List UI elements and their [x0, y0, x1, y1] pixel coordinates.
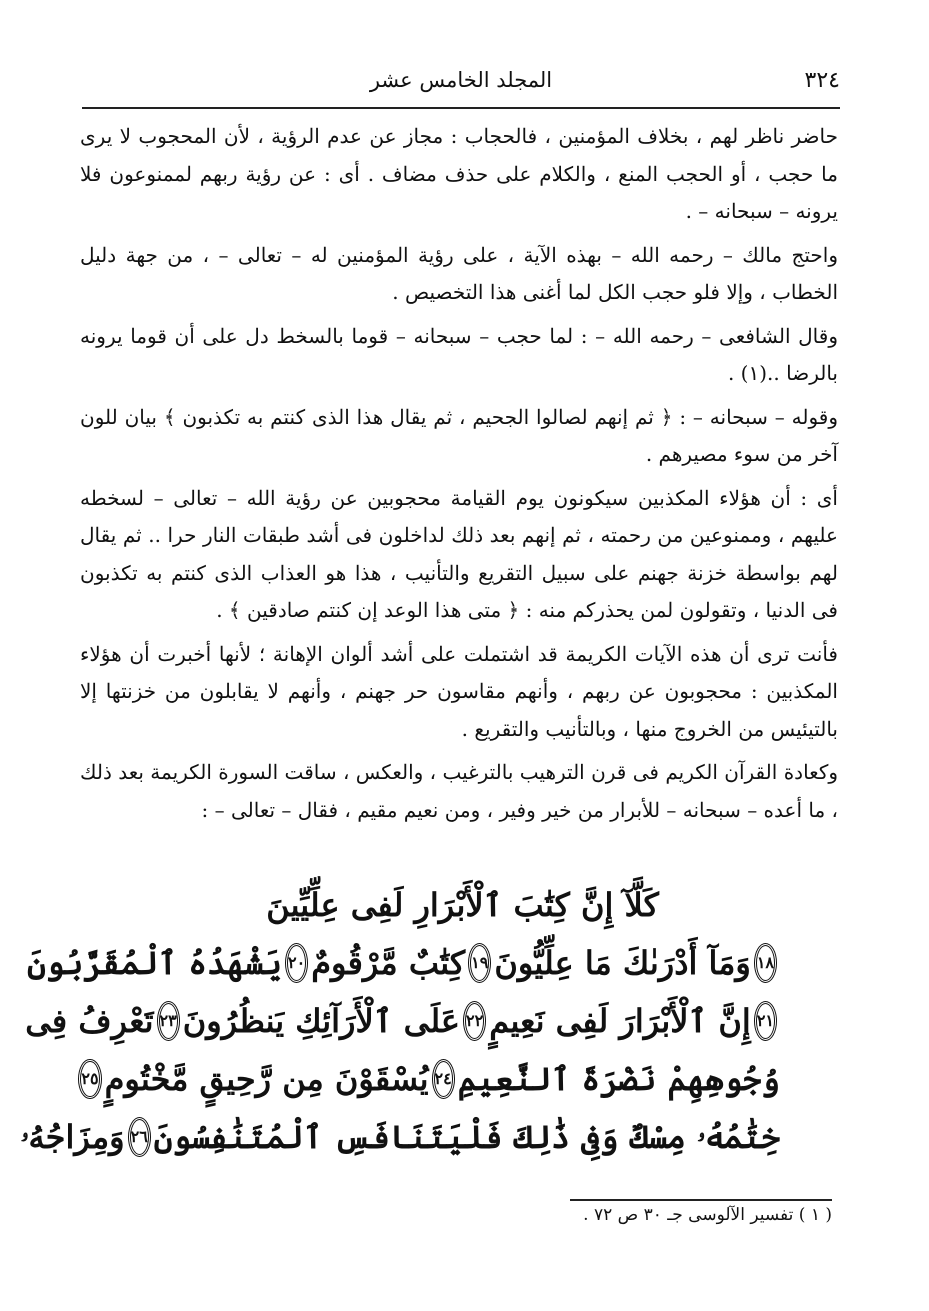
page-number: ٣٢٤	[804, 68, 840, 93]
paragraph-2: واحتج مالك – رحمه الله – بهذه الآية ، على رؤية المؤمنين له – تعالى – ، من جهة دليل الخطاب ، وإلا فلو حجب الكل لما أغنى هذا التخصيص .	[80, 242, 838, 304]
ayah-number-marker: ٢٠	[285, 943, 308, 983]
verse-text: عَلَى ٱلْأَرَآئِكِ يَنظُرُونَ	[182, 1002, 460, 1040]
paragraph-7: وكعادة القرآن الكريم فى قرن الترهيب بالترغيب ، والعكس ، ساقت السورة الكريمة بعد ذلك ، ما أعده – سبحانه – للأبرار من خير وفير ، ومن نعيم مقيم ، فقال – تعالى – :	[80, 760, 838, 822]
verse-line-4	[81, 1050, 780, 1108]
verse-line-2	[27, 934, 780, 992]
footnote-rule	[570, 1199, 832, 1201]
ayah-number-marker: ١٨	[754, 943, 777, 983]
body-text	[80, 118, 838, 835]
verse-text: كَلَّآ إِنَّ كِتَٰبَ ٱلْأَبْرَارِ لَفِى عِلِّيِّينَ	[266, 886, 659, 924]
running-title: المجلد الخامس عشر	[369, 68, 553, 92]
verse-text: تَعْرِفُ فِى	[25, 1002, 154, 1040]
ayah-number-marker: ٢٦	[128, 1117, 151, 1157]
header-rule	[82, 107, 840, 109]
verse-text: كِتَٰبٌ مَّرْقُومٌ	[311, 944, 466, 982]
verse-text: وُجُوهِهِمْ نَضْرَةَ ٱلنَّعِيمِ	[457, 1060, 780, 1098]
verse-text: وَمَآ أَدْرَىٰكَ مَا عِلِّيُّونَ	[494, 944, 751, 982]
verse-text: خِتَٰمُهُۥ مِسْكٌ وَفِى ذَٰلِكَ فَلْيَتَنَافَسِ ٱلْمُتَنَٰفِسُونَ	[153, 1118, 780, 1156]
verse-text: إِنَّ ٱلْأَبْرَارَ لَفِى نَعِيمٍ	[489, 1002, 751, 1040]
verse-line-3	[25, 992, 780, 1050]
verse-text: يَشْهَدُهُ ٱلْمُقَرَّبُونَ	[27, 944, 283, 982]
verse-line-1	[145, 876, 780, 934]
verse-line-5	[20, 1108, 780, 1166]
verse-text: يُسْقَوْنَ مِن رَّحِيقٍ مَّخْتُومٍ	[104, 1060, 429, 1098]
paragraph-1: حاضر ناظر لهم ، بخلاف المؤمنين ، فالحجاب : مجاز عن عدم الرؤية ، لأن المحجوب لا يرى ما حجب ، أو الحجب المنع ، والكلام على حذف مضاف . أى : عن رؤية ربهم لممنوعون فلا يرونه – سبحانه – .	[80, 124, 838, 223]
ayah-number-marker: ٢١	[754, 1001, 777, 1041]
ayah-number-marker: ٢٥	[78, 1059, 101, 1099]
ayah-number-marker: ٢٤	[432, 1059, 455, 1099]
page-header	[82, 66, 840, 100]
ayah-number-marker: ٢٣	[157, 1001, 180, 1041]
paragraph-6: فأنت ترى أن هذه الآيات الكريمة قد اشتملت على أشد ألوان الإهانة ؛ لأنها أخبرت أن هؤلاء المكذبين : محجوبون عن ربهم ، وأنهم مقاسون حر جهنم ، وأنهم لا يقابلون من خزنتها إلا بالتيئيس من الخروج منها ، وبالتأنيب والتقريع .	[80, 641, 838, 741]
paragraph-5: أى : أن هؤلاء المكذبين سيكونون يوم القيامة محجوبين عن رؤية الله – تعالى – لسخطه عليهم ، وممنوعين من رحمته ، ثم إنهم بعد ذلك لداخلون فى أشد طبقات النار حرا .. ثم يقال لهم بواسطة خزنة جهنم على سبيل التقريع والتأنيب ، هذا هو العذاب الذى كنتم به تكذبون فى الدنيا ، وتقولون لمن يحذركم منه : ﴿ متى هذا الوعد إن كنتم صادقين ﴾ .	[80, 485, 838, 622]
paragraph-4: وقوله – سبحانه – : ﴿ ثم إنهم لصالوا الجحيم ، ثم يقال هذا الذى كنتم به تكذبون ﴾ بيان للون آخر من سوء مصيرهم .	[80, 404, 838, 466]
footnote: ( ١ ) تفسير الآلوسى جـ ٣٠ ص ٧٢ .	[583, 1205, 832, 1225]
ayah-number-marker: ١٩	[468, 943, 491, 983]
quran-verses-block	[20, 876, 780, 1166]
paragraph-3: وقال الشافعى – رحمه الله – : لما حجب – سبحانه – قوما بالسخط دل على أن قوما يرونه بالرضا ..(١) .	[80, 323, 838, 385]
ayah-number-marker: ٢٢	[463, 1001, 486, 1041]
verse-text: وَمِزَاجُهُۥ	[20, 1118, 125, 1156]
